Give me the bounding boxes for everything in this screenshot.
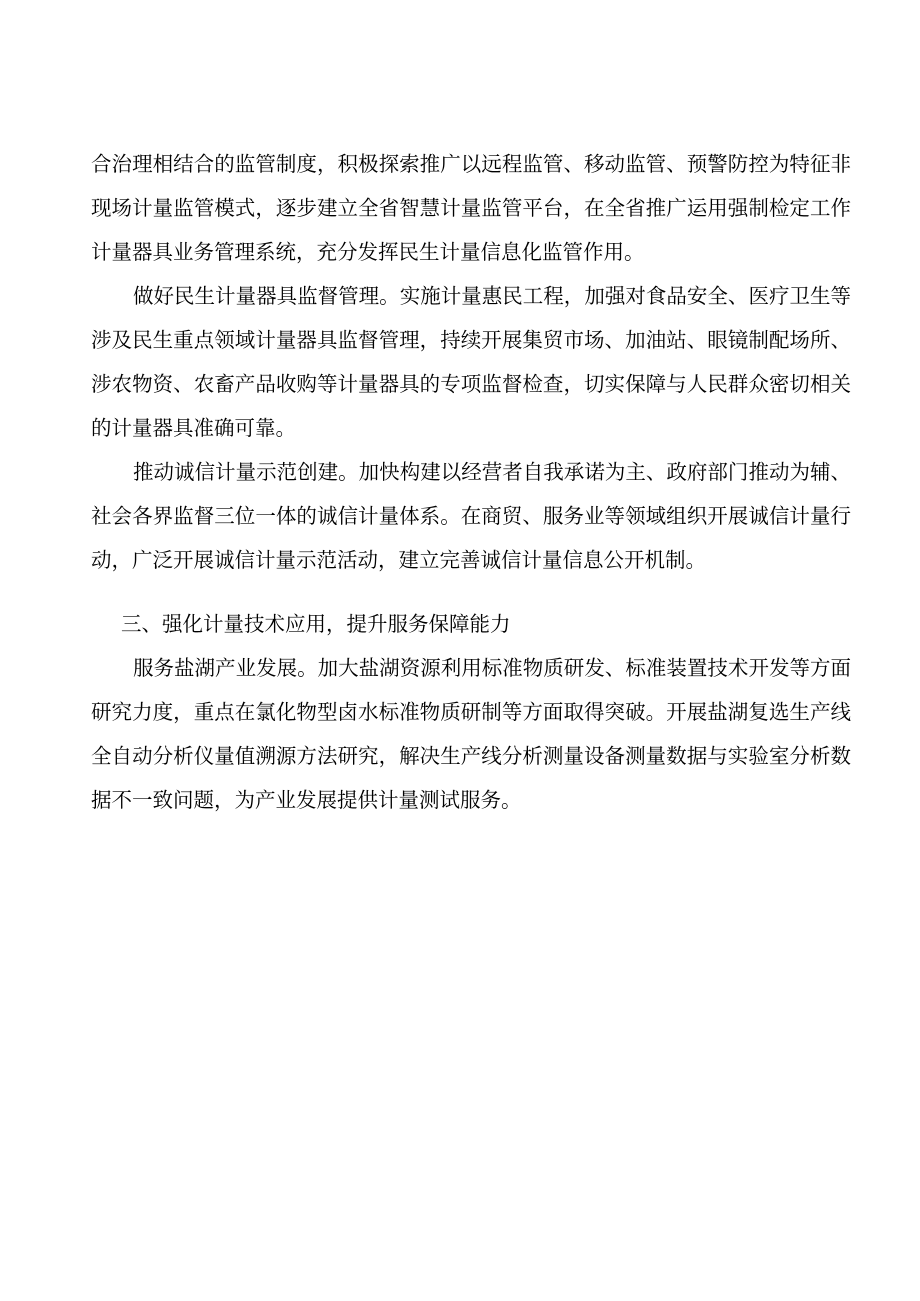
paragraph-integrity-metrology: 推动诚信计量示范创建。加快构建以经营者自我承诺为主、政府部门推动为辅、社会各界监督三位一体的诚信计量体系。在商贸、服务业等领域组织开展诚信计量行动，广泛开展诚信计量示范活动，建立完善诚信计量信息公开机制。 (91, 460, 851, 572)
section-heading: 三、强化计量技术应用，提升服务保障能力 (121, 612, 511, 636)
paragraph-livelihood-instruments: 做好民生计量器具监督管理。实施计量惠民工程，加强对食品安全、医疗卫生等涉及民生重点领域计量器具监督管理，持续开展集贸市场、加油站、眼镜制配场所、涉农物资、农畜产品收购等计量器具的专项监督检查，切实保障与人民群众密切相关的计量器具准确可靠。 (91, 284, 851, 440)
document-body (91, 142, 851, 822)
paragraph-supervision-system: 合治理相结合的监管制度，积极探索推广以远程监管、移动监管、预警防控为特征非现场计量监管模式，逐步建立全省智慧计量监管平台，在全省推广运用强制检定工作计量器具业务管理系统，充分发挥民生计量信息化监管作用。 (91, 152, 851, 264)
paragraph-salt-lake-industry: 服务盐湖产业发展。加大盐湖资源利用标准物质研发、标准装置技术开发等方面研究力度，重点在氯化物型卤水标准物质研制等方面取得突破。开展盐湖复选生产线全自动分析仪量值溯源方法研究，解决生产线分析测量设备测量数据与实验室分析数据不一致问题，为产业发展提供计量测试服务。 (91, 656, 851, 812)
